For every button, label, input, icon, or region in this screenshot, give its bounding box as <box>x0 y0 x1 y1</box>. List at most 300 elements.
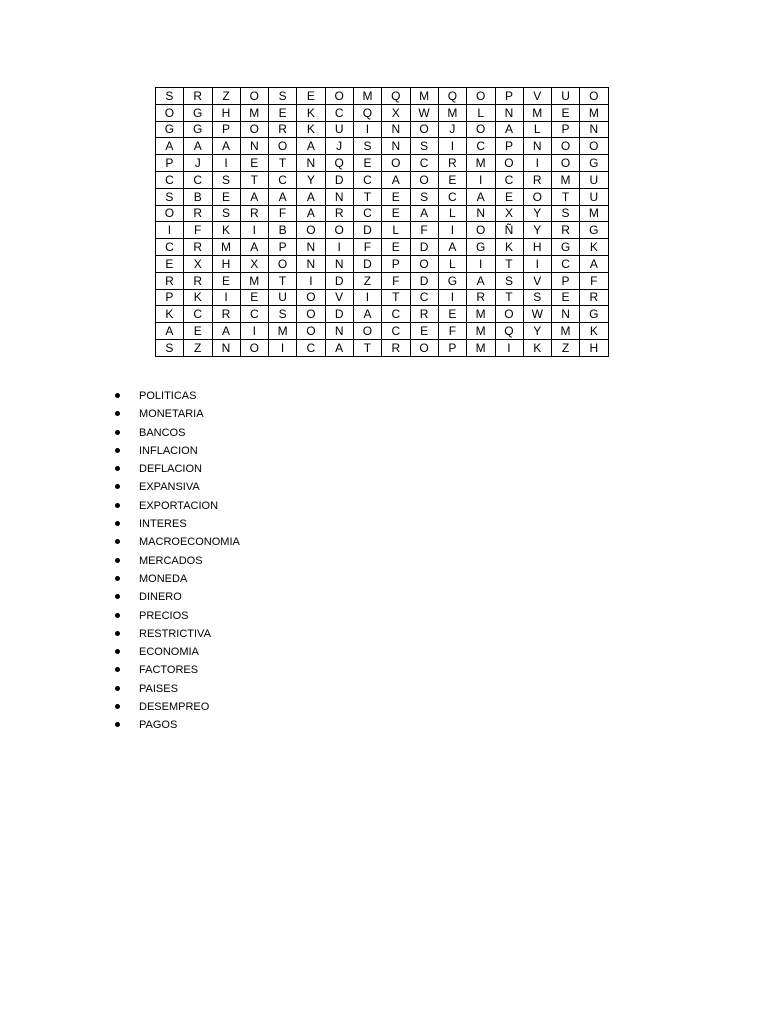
grid-cell: A <box>467 272 495 289</box>
grid-cell: K <box>580 323 608 340</box>
word-label: EXPANSIVA <box>139 481 200 494</box>
word-list-item <box>115 424 240 442</box>
grid-cell: E <box>495 188 523 205</box>
grid-cell: K <box>523 339 551 356</box>
grid-cell: D <box>354 255 382 272</box>
bullet-icon <box>115 704 120 709</box>
grid-cell: O <box>297 289 325 306</box>
grid-cell: N <box>325 188 353 205</box>
bullet-icon <box>115 558 120 563</box>
word-label: PRECIOS <box>139 609 189 622</box>
word-list-item <box>115 478 240 496</box>
grid-cell: N <box>212 339 240 356</box>
word-label: INTERES <box>139 518 187 531</box>
grid-cell: F <box>184 222 212 239</box>
grid-cell: I <box>156 222 184 239</box>
grid-cell: J <box>325 138 353 155</box>
bullet-icon <box>115 411 120 416</box>
grid-row <box>156 222 609 239</box>
grid-cell: Q <box>354 104 382 121</box>
grid-cell: M <box>269 323 297 340</box>
grid-row <box>156 339 609 356</box>
grid-cell: C <box>156 239 184 256</box>
grid-cell: O <box>410 339 438 356</box>
grid-cell: O <box>240 88 268 105</box>
word-label: MERCADOS <box>139 554 203 567</box>
bullet-icon <box>115 466 120 471</box>
grid-cell: A <box>269 188 297 205</box>
word-list-item <box>115 698 240 716</box>
word-label: DEFLACION <box>139 463 202 476</box>
grid-cell: O <box>580 138 608 155</box>
grid-cell: E <box>240 289 268 306</box>
grid-cell: G <box>580 222 608 239</box>
word-label: DESEMPREO <box>139 701 210 714</box>
grid-cell: L <box>438 205 466 222</box>
grid-cell: G <box>184 104 212 121</box>
grid-cell: M <box>240 104 268 121</box>
word-list-item <box>115 552 240 570</box>
grid-cell: B <box>269 222 297 239</box>
grid-cell: P <box>495 88 523 105</box>
grid-cell: A <box>240 188 268 205</box>
grid-cell: P <box>552 121 580 138</box>
word-label: PAGOS <box>139 719 178 732</box>
grid-cell: N <box>523 138 551 155</box>
grid-cell: E <box>438 306 466 323</box>
word-list-item <box>115 442 240 460</box>
grid-cell: I <box>467 171 495 188</box>
grid-cell: I <box>354 121 382 138</box>
grid-cell: R <box>552 222 580 239</box>
grid-cell: R <box>382 339 410 356</box>
grid-cell: N <box>297 155 325 172</box>
grid-cell: S <box>269 306 297 323</box>
bullet-icon <box>115 722 120 727</box>
grid-cell: N <box>552 306 580 323</box>
grid-cell: N <box>325 255 353 272</box>
grid-cell: T <box>354 188 382 205</box>
grid-cell: I <box>438 138 466 155</box>
grid-cell: A <box>240 239 268 256</box>
grid-cell: I <box>354 289 382 306</box>
grid-cell: A <box>297 205 325 222</box>
grid-cell: O <box>240 121 268 138</box>
grid-cell: J <box>438 121 466 138</box>
word-label: MACROECONOMIA <box>139 536 240 549</box>
grid-cell: G <box>438 272 466 289</box>
grid-cell: I <box>438 289 466 306</box>
grid-cell: Q <box>438 88 466 105</box>
grid-cell: R <box>184 272 212 289</box>
grid-cell: M <box>523 104 551 121</box>
grid-cell: P <box>382 255 410 272</box>
grid-cell: Y <box>523 205 551 222</box>
grid-cell: O <box>523 188 551 205</box>
grid-cell: K <box>212 222 240 239</box>
bullet-icon <box>115 594 120 599</box>
grid-cell: T <box>354 339 382 356</box>
grid-cell: C <box>297 339 325 356</box>
grid-cell: C <box>184 306 212 323</box>
grid-cell: D <box>354 222 382 239</box>
grid-cell: R <box>580 289 608 306</box>
grid-cell: L <box>438 255 466 272</box>
grid-cell: P <box>156 289 184 306</box>
grid-cell: P <box>552 272 580 289</box>
grid-cell: O <box>410 255 438 272</box>
grid-cell: S <box>552 205 580 222</box>
bullet-icon <box>115 613 120 618</box>
grid-cell: P <box>269 239 297 256</box>
word-list-item <box>115 570 240 588</box>
grid-cell: M <box>467 339 495 356</box>
word-list-item <box>115 515 240 533</box>
grid-cell: S <box>269 88 297 105</box>
word-list-item <box>115 661 240 679</box>
grid-row <box>156 138 609 155</box>
grid-cell: N <box>325 323 353 340</box>
grid-cell: A <box>580 255 608 272</box>
grid-cell: I <box>523 155 551 172</box>
grid-cell: P <box>212 121 240 138</box>
grid-cell: O <box>269 138 297 155</box>
grid-cell: N <box>382 121 410 138</box>
grid-cell: M <box>212 239 240 256</box>
grid-cell: N <box>467 205 495 222</box>
grid-cell: R <box>269 121 297 138</box>
grid-cell: T <box>240 171 268 188</box>
grid-cell: S <box>156 88 184 105</box>
grid-cell: S <box>354 138 382 155</box>
grid-cell: R <box>438 155 466 172</box>
grid-cell: A <box>438 239 466 256</box>
grid-cell: W <box>410 104 438 121</box>
grid-cell: K <box>580 239 608 256</box>
grid-cell: I <box>325 239 353 256</box>
grid-cell: E <box>354 155 382 172</box>
grid-cell: M <box>580 104 608 121</box>
grid-cell: C <box>410 289 438 306</box>
word-label: BANCOS <box>139 426 186 439</box>
grid-cell: I <box>495 339 523 356</box>
grid-row <box>156 272 609 289</box>
grid-cell: H <box>580 339 608 356</box>
grid-cell: R <box>410 306 438 323</box>
grid-cell: P <box>156 155 184 172</box>
grid-cell: O <box>156 205 184 222</box>
bullet-icon <box>115 430 120 435</box>
grid-cell: A <box>325 339 353 356</box>
grid-cell: I <box>297 272 325 289</box>
grid-cell: Z <box>212 88 240 105</box>
grid-cell: B <box>184 188 212 205</box>
grid-cell: E <box>297 88 325 105</box>
grid-cell: E <box>184 323 212 340</box>
grid-cell: C <box>382 323 410 340</box>
grid-cell: G <box>552 239 580 256</box>
grid-cell: Z <box>184 339 212 356</box>
grid-cell: G <box>156 121 184 138</box>
grid-cell: M <box>552 171 580 188</box>
grid-cell: O <box>269 255 297 272</box>
grid-cell: C <box>354 205 382 222</box>
grid-cell: K <box>297 104 325 121</box>
grid-cell: M <box>438 104 466 121</box>
grid-cell: W <box>523 306 551 323</box>
grid-cell: R <box>184 205 212 222</box>
grid-cell: O <box>297 222 325 239</box>
grid-cell: O <box>156 104 184 121</box>
grid-cell: O <box>495 306 523 323</box>
grid-cell: E <box>156 255 184 272</box>
word-label: POLITICAS <box>139 390 197 402</box>
grid-cell: S <box>212 171 240 188</box>
grid-cell: D <box>410 239 438 256</box>
grid-cell: C <box>269 171 297 188</box>
bullet-icon <box>115 448 120 453</box>
word-list-item <box>115 497 240 515</box>
grid-cell: O <box>495 155 523 172</box>
grid-cell: O <box>467 88 495 105</box>
grid-cell: A <box>184 138 212 155</box>
grid-cell: H <box>212 255 240 272</box>
grid-row <box>156 188 609 205</box>
grid-cell: O <box>552 138 580 155</box>
grid-cell: C <box>410 155 438 172</box>
grid-cell: U <box>552 88 580 105</box>
grid-cell: E <box>382 205 410 222</box>
grid-cell: R <box>240 205 268 222</box>
grid-cell: O <box>410 121 438 138</box>
grid-cell: G <box>580 306 608 323</box>
word-list-item <box>115 607 240 625</box>
grid-cell: Q <box>325 155 353 172</box>
grid-cell: G <box>467 239 495 256</box>
bullet-icon <box>115 521 120 526</box>
grid-cell: S <box>156 188 184 205</box>
grid-cell: I <box>523 255 551 272</box>
grid-cell: A <box>297 138 325 155</box>
grid-cell: N <box>297 255 325 272</box>
grid-cell: Q <box>495 323 523 340</box>
grid-cell: V <box>523 88 551 105</box>
grid-cell: F <box>580 272 608 289</box>
grid-cell: I <box>212 289 240 306</box>
grid-cell: M <box>354 88 382 105</box>
grid-cell: K <box>156 306 184 323</box>
grid-cell: M <box>410 88 438 105</box>
grid-cell: F <box>382 272 410 289</box>
grid-cell: A <box>467 188 495 205</box>
grid-cell: Y <box>523 323 551 340</box>
grid-row <box>156 323 609 340</box>
grid-cell: T <box>269 272 297 289</box>
grid-cell: N <box>297 239 325 256</box>
word-list-item <box>115 588 240 606</box>
grid-cell: S <box>410 138 438 155</box>
grid-cell: C <box>354 171 382 188</box>
grid-cell: C <box>438 188 466 205</box>
grid-cell: D <box>325 272 353 289</box>
grid-cell: K <box>495 239 523 256</box>
grid-cell: O <box>354 323 382 340</box>
grid-cell: S <box>495 272 523 289</box>
grid-cell: E <box>438 171 466 188</box>
grid-cell: L <box>523 121 551 138</box>
grid-cell: N <box>240 138 268 155</box>
grid-cell: S <box>523 289 551 306</box>
grid-cell: H <box>212 104 240 121</box>
grid-cell: E <box>410 323 438 340</box>
grid-cell: Z <box>354 272 382 289</box>
word-label: MONEDA <box>139 572 188 585</box>
word-label: PAISES <box>139 682 178 695</box>
grid-cell: T <box>269 155 297 172</box>
grid-cell: C <box>184 171 212 188</box>
grid-cell: N <box>382 138 410 155</box>
grid-cell: X <box>382 104 410 121</box>
grid-cell: I <box>240 222 268 239</box>
grid-cell: I <box>467 255 495 272</box>
grid-cell: A <box>354 306 382 323</box>
grid-cell: O <box>297 323 325 340</box>
grid-cell: R <box>325 205 353 222</box>
grid-cell: J <box>184 155 212 172</box>
grid-cell: S <box>410 188 438 205</box>
grid-cell: M <box>467 306 495 323</box>
grid-cell: L <box>382 222 410 239</box>
grid-cell: O <box>552 155 580 172</box>
grid-cell: F <box>438 323 466 340</box>
grid-row <box>156 121 609 138</box>
grid-cell: M <box>552 323 580 340</box>
grid-cell: I <box>212 155 240 172</box>
grid-cell: E <box>240 155 268 172</box>
grid-cell: O <box>325 88 353 105</box>
grid-cell: R <box>212 306 240 323</box>
grid-cell: S <box>156 339 184 356</box>
grid-cell: C <box>467 138 495 155</box>
word-list-item <box>115 643 240 661</box>
grid-row <box>156 239 609 256</box>
grid-cell: O <box>325 222 353 239</box>
grid-cell: M <box>580 205 608 222</box>
grid-cell: D <box>410 272 438 289</box>
grid-cell: M <box>467 323 495 340</box>
word-label: MONETARIA <box>139 408 204 421</box>
grid-cell: R <box>184 88 212 105</box>
grid-cell: I <box>438 222 466 239</box>
grid-cell: U <box>325 121 353 138</box>
grid-cell: G <box>580 155 608 172</box>
grid-cell: O <box>297 306 325 323</box>
grid-row <box>156 289 609 306</box>
grid-cell: Y <box>297 171 325 188</box>
grid-cell: R <box>184 239 212 256</box>
grid-cell: R <box>467 289 495 306</box>
grid-cell: E <box>382 188 410 205</box>
grid-row <box>156 306 609 323</box>
grid-cell: Y <box>523 222 551 239</box>
word-list-item <box>115 625 240 643</box>
bullet-icon <box>115 649 120 654</box>
grid-row <box>156 255 609 272</box>
grid-row <box>156 205 609 222</box>
word-label: RESTRICTIVA <box>139 627 211 640</box>
word-label: ECONOMIA <box>139 646 199 659</box>
grid-cell: E <box>212 188 240 205</box>
grid-cell: O <box>382 155 410 172</box>
word-list <box>115 387 240 735</box>
grid-cell: F <box>354 239 382 256</box>
grid-cell: O <box>240 339 268 356</box>
grid-cell: C <box>495 171 523 188</box>
word-label: FACTORES <box>139 664 199 677</box>
grid-cell: M <box>240 272 268 289</box>
bullet-icon <box>115 631 120 636</box>
grid-cell: A <box>382 171 410 188</box>
grid-cell: X <box>184 255 212 272</box>
grid-row <box>156 104 609 121</box>
grid-cell: I <box>269 339 297 356</box>
grid-cell: C <box>325 104 353 121</box>
grid-cell: O <box>467 121 495 138</box>
grid-cell: T <box>552 188 580 205</box>
grid-row <box>156 88 609 105</box>
bullet-icon <box>115 576 120 581</box>
grid-cell: Ñ <box>495 222 523 239</box>
grid-cell: G <box>184 121 212 138</box>
bullet-icon <box>115 667 120 672</box>
grid-cell: R <box>156 272 184 289</box>
grid-cell: N <box>495 104 523 121</box>
grid-cell: T <box>495 255 523 272</box>
grid-cell: C <box>156 171 184 188</box>
word-search-grid <box>155 87 609 357</box>
grid-cell: K <box>184 289 212 306</box>
grid-cell: T <box>495 289 523 306</box>
grid-cell: O <box>467 222 495 239</box>
grid-cell: F <box>410 222 438 239</box>
grid-cell: O <box>410 171 438 188</box>
grid-cell: Z <box>552 339 580 356</box>
grid-cell: A <box>156 323 184 340</box>
grid-cell: X <box>240 255 268 272</box>
grid-cell: C <box>240 306 268 323</box>
word-label: EXPORTACION <box>139 499 219 512</box>
word-label: DINERO <box>139 591 182 604</box>
grid-cell: E <box>382 239 410 256</box>
grid-cell: D <box>325 306 353 323</box>
grid-cell: V <box>325 289 353 306</box>
word-list-item <box>115 387 240 405</box>
grid-cell: P <box>495 138 523 155</box>
word-list-item <box>115 533 240 551</box>
grid-cell: H <box>523 239 551 256</box>
bullet-icon <box>115 484 120 489</box>
grid-cell: C <box>382 306 410 323</box>
grid-cell: E <box>212 272 240 289</box>
grid-row <box>156 171 609 188</box>
word-list-item <box>115 460 240 478</box>
grid-cell: A <box>156 138 184 155</box>
grid-cell: D <box>325 171 353 188</box>
grid-cell: V <box>523 272 551 289</box>
grid-cell: P <box>438 339 466 356</box>
grid-cell: I <box>240 323 268 340</box>
grid-cell: C <box>552 255 580 272</box>
